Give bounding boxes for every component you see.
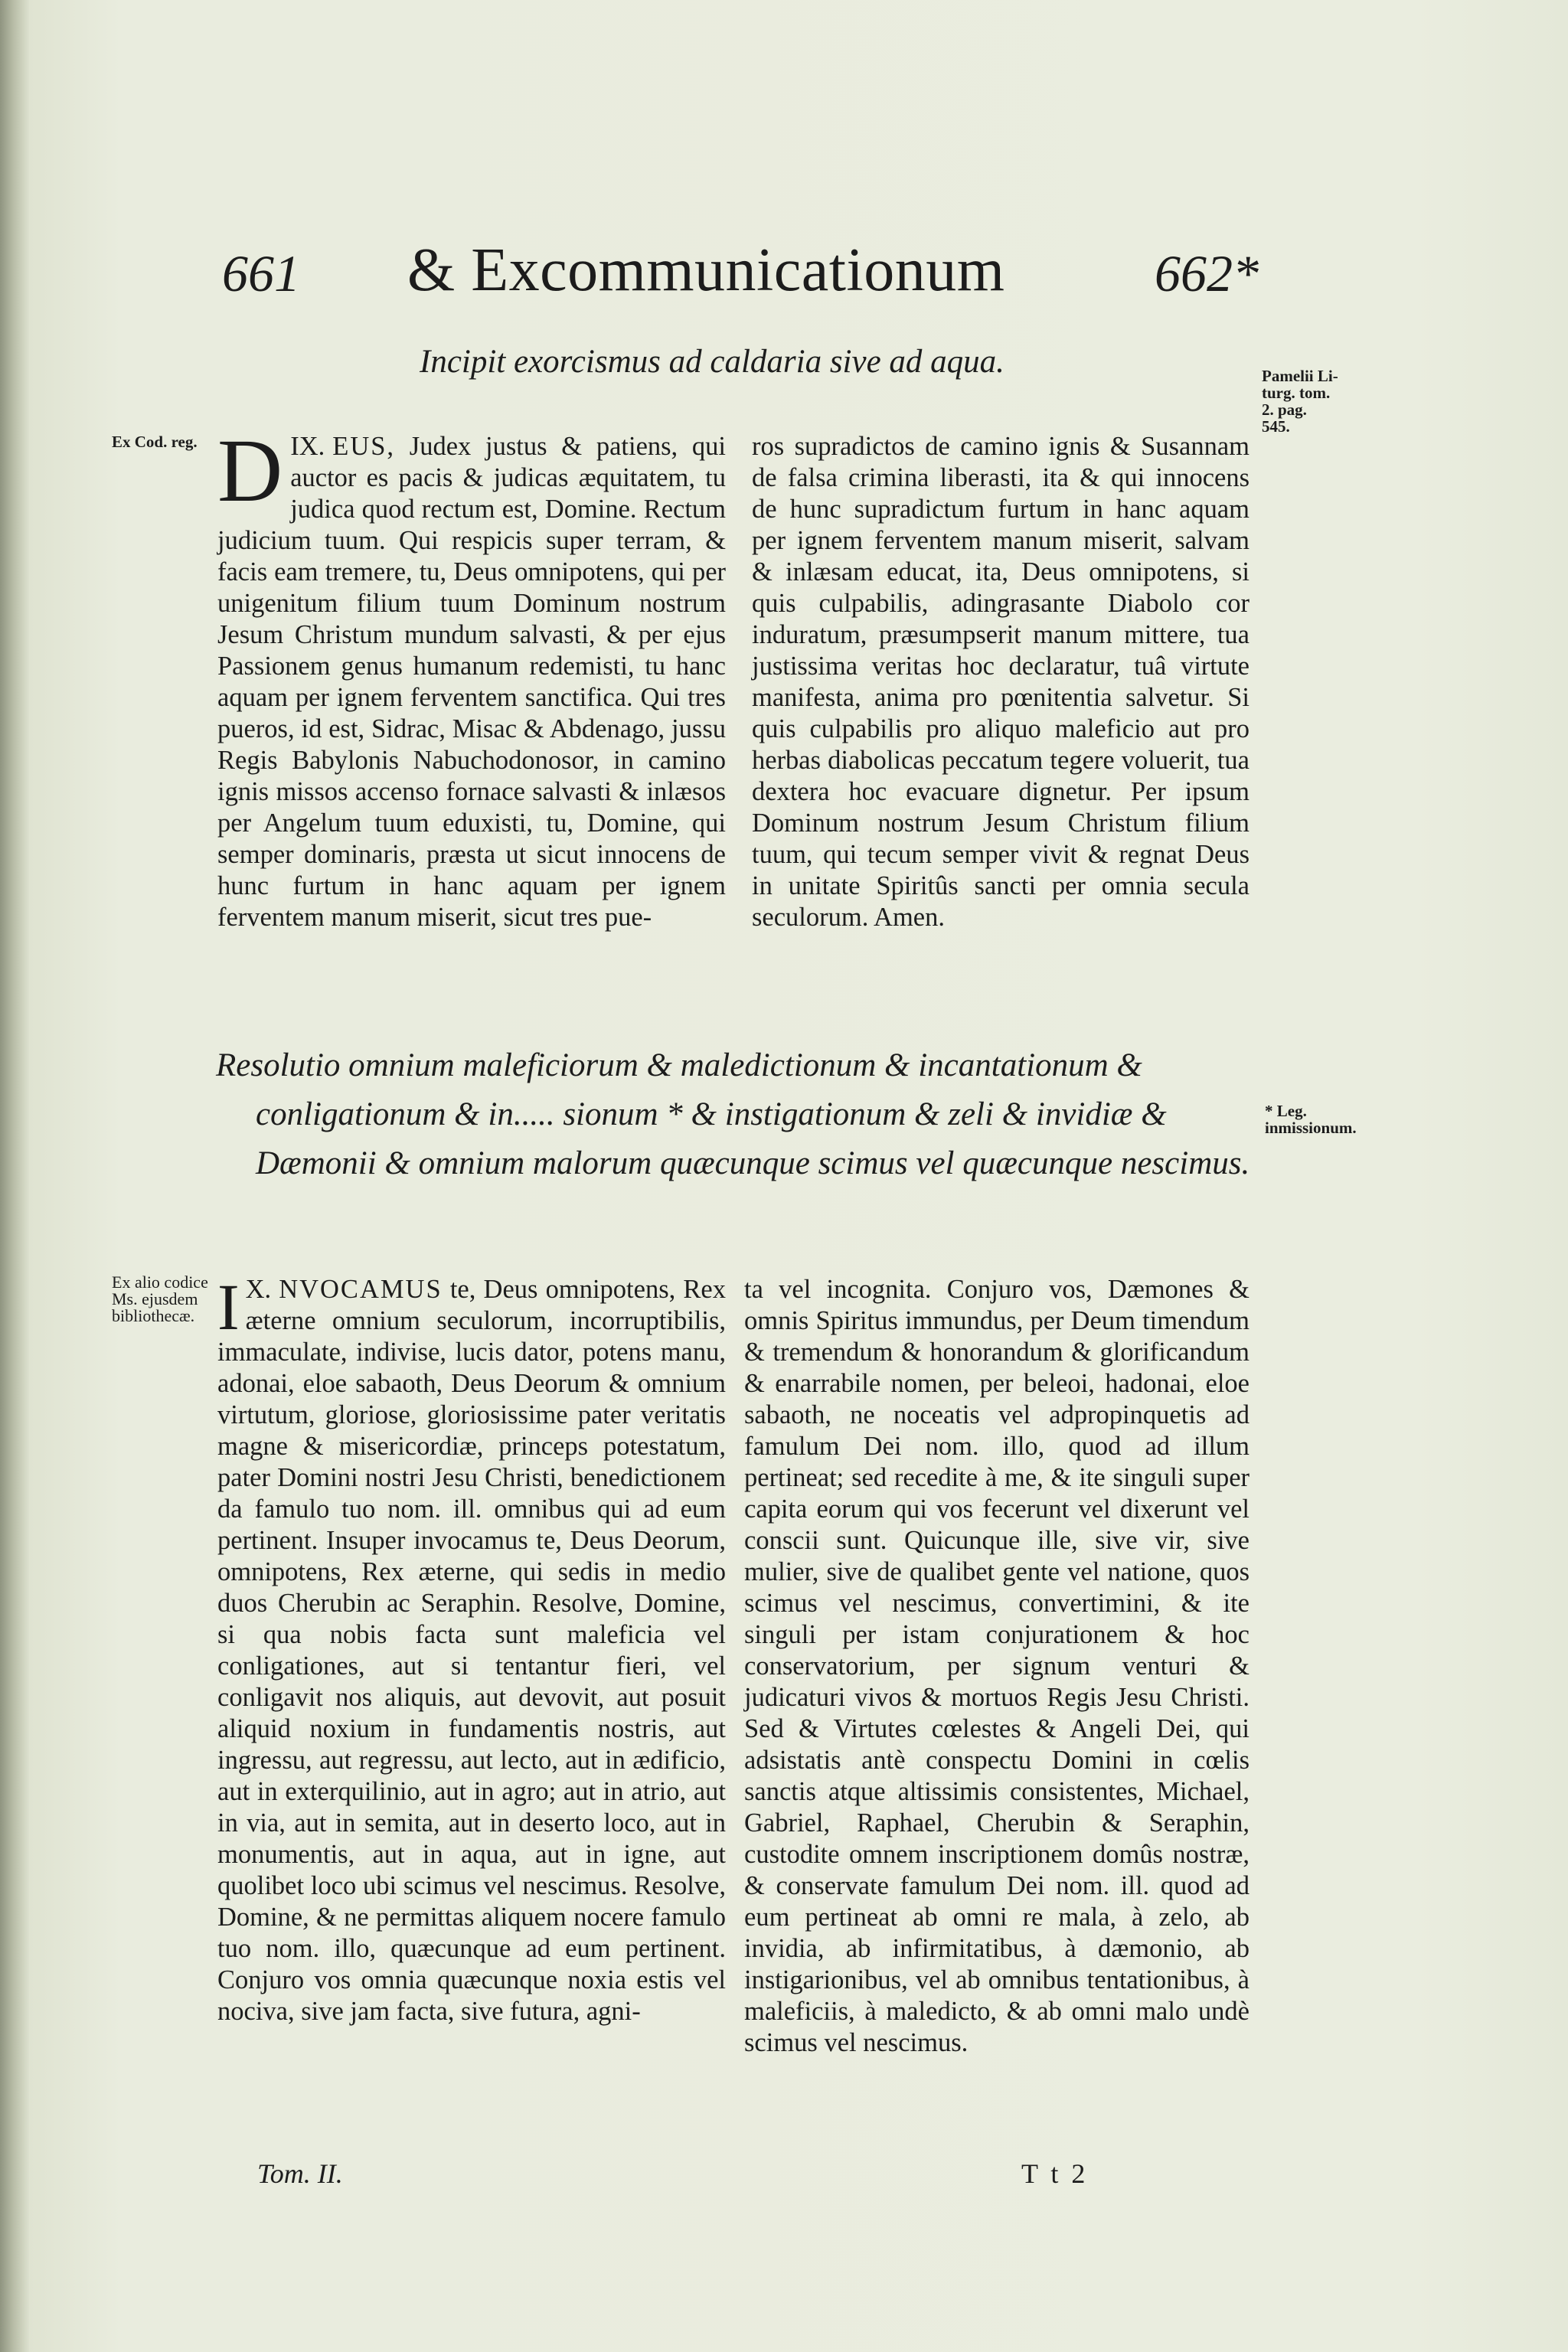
margin-note-pamelii: Pamelii Li-turg. tom. 2. pag. 545. <box>1262 367 1338 436</box>
section1-right-column <box>752 431 1250 1005</box>
section2-left-column <box>217 1270 726 2154</box>
page-number-left: 661 <box>222 244 300 302</box>
section2-left-text: te, Deus omnipotens, Rex æterne omnium seculorum, incorruptibilis, immaculate, indivise, lucis dator, potens manu, adonai, eloe sabaoth, Deus Deorum & omnium virtutum, gloriose, gloriosissime pater veritatis magne & misericordiæ, princeps potestatum, pater Domini nostri Jesu Christi, benedictionem da famulo tuo nom. ill. omnibus qui ad eum pertinent. Insuper invocamus te, Deus Deorum, omnipotens, Rex æterne, qui sedis in medio duos Cherubin ac Seraphin. Resolve, Domine, si qua nobis facta sunt maleficia vel conligationes, aut si tentantur fieri, vel conligavit nos aliquis, aut devovit, aut posuit aliquid noxium in fundamentis nostris, aut ingressu, aut regressu, aut lecto, aut in ædificio, aut in exterquilinio, aut in agro; aut in atrio, aut in via, aut in semita, aut in deserto loco, aut in monumentis, aut in aqua, aut in igne, aut quolibet loco ubi scimus vel nescimus. Resolve, Domine, & ne permittas aliquem nocere famulo tuo nom. illo, quæcunque ad eum pertinent. Conjuro vos omnia quæcunque noxia estis vel nociva, sive jam facta, sive futura, agni- <box>217 1275 726 2026</box>
margin-note-ex-alio: Ex alio codice Ms. ejusdem bibliothecæ. <box>112 1272 208 1325</box>
section-number-x: X. <box>245 1275 272 1304</box>
section2-right-text: ta vel incognita. Conjuro vos, Dæmones & omnis Spiritus immundus, per Deum timendum & tremendum & honorandum & glorificandum & enarrabile nomen, per beleoi, hadonai, eloe sabaoth, ne noceatis vel adpropinquetis ad famulum Dei nom. illo, quod ad illum pertineat; sed recedite à me, & ite singuli super capita eorum qui vos fecerunt vel dixerunt vel conscii sunt. Quicunque ille, sive vir, sive mulier, sive de qualibet gente vel natione, quos scimus vel nescimus, convertimini, & ite singuli per istam conjurationem & hoc conservatorium, per signum venturi & judicaturi vivos & mortuos Regis Jesu Christi. Sed & Virtutes cœlestes & Angeli Dei, qui adsistatis antè conspectu Domini in cœlis sanctis atque altissimis consistentes, Michael, Gabriel, Raphael, Cherubin & Seraphin, custodite omnem inscriptionem domûs nostræ, & conservate famulum Dei nom. ill. quod ad eum pertineat ab omni re mala, à zelo, ab invidia, ab infirmitatibus, à dæmonio, ab instigarionibus, vel ab omnibus tentationibus, à maleficiis, à maledicto, & ab omni malo undè scimus vel nescimus. <box>744 1275 1250 2057</box>
section2-right-column <box>744 1274 1250 2154</box>
margin-note-leg: * Leg. inmissionum. <box>1265 1102 1357 1137</box>
opening-word-invocamus: NVOCAMUS <box>279 1275 443 1304</box>
drop-cap-d: D <box>217 420 283 521</box>
footer-tome: Tom. II. <box>257 2158 343 2189</box>
page-number-right: 662* <box>1155 244 1259 302</box>
section-heading-exorcismus: Incipit exorcismus ad caldaria sive ad aqua. <box>420 344 1004 380</box>
section1-right-text: ros supradictos de camino ignis & Susannam de falsa crimina liberasti, ita & qui innocens de hunc supradictum furtum in hanc aquam per ignem ferventem manum miserit, salvam & inlæsam educat, ita, Deus omnipotens, si quis culpabilis, adingrasante Diabolo cor induratum, præsumpserit manum mittere, tua justissima veritas hoc declaratur, tuâ virtute manifesta, anima pro pœnitentia salvetur. Si quis culpabilis pro aliquo maleficio aut pro herbas diabolicas peccatum tegere voluerit, tua dextera hoc evacuare dignetur. Per ipsum Dominum nostrum Jesum Christum filium tuum, qui tecum semper vivit & regnat Deus in unitate Spiritûs sancti per omnia secula seculorum. Amen. <box>752 432 1250 932</box>
margin-note-ex-cod: Ex Cod. reg. <box>112 433 198 451</box>
section-heading-resolutio: Resolutio omnium maleficiorum & maledictionum & incantationum & conligationum & in..... sionum * & instigationum & zeli & invidiæ & Dæmonii & omnium malorum quæcunque scimus vel quæcunque nescimus. <box>216 1047 1250 1181</box>
opening-word-deus: EUS, <box>332 432 396 461</box>
drop-cap-i: I <box>217 1270 240 1344</box>
page-title: & Excommunicationum <box>407 237 1005 304</box>
footer-signature: T t 2 <box>1021 2158 1089 2189</box>
section-number-ix: IX. <box>290 432 325 461</box>
book-spine-shadow <box>0 0 29 2352</box>
section1-left-text: Judex justus & patiens, qui auctor es pacis & judicas æquitatem, tu judica quod rectum est, Domine. Rectum judicium tuum. Qui respicis super terram, & facis eam tremere, tu, Deus omnipotens, qui per unigenitum filium tuum Dominum nostrum Jesum Christum mundum salvasti, & per ejus Passionem genus humanum redemisti, tu hanc aquam per ignem ferventem sanctifica. Qui tres pueros, id est, Sidrac, Misac & Abdenago, jussu Regis Babylonis Nabuchodonosor, in camino ignis missos accenso fornace salvasti & inlæsos per Angelum tuum eduxisti, tu, Domine, qui semper dominaris, præsta ut sicut innocens de hunc furtum in hanc aquam per ignem ferventem manum miserit, sicut tres pue- <box>217 432 727 932</box>
section1-left-column <box>217 420 727 1005</box>
